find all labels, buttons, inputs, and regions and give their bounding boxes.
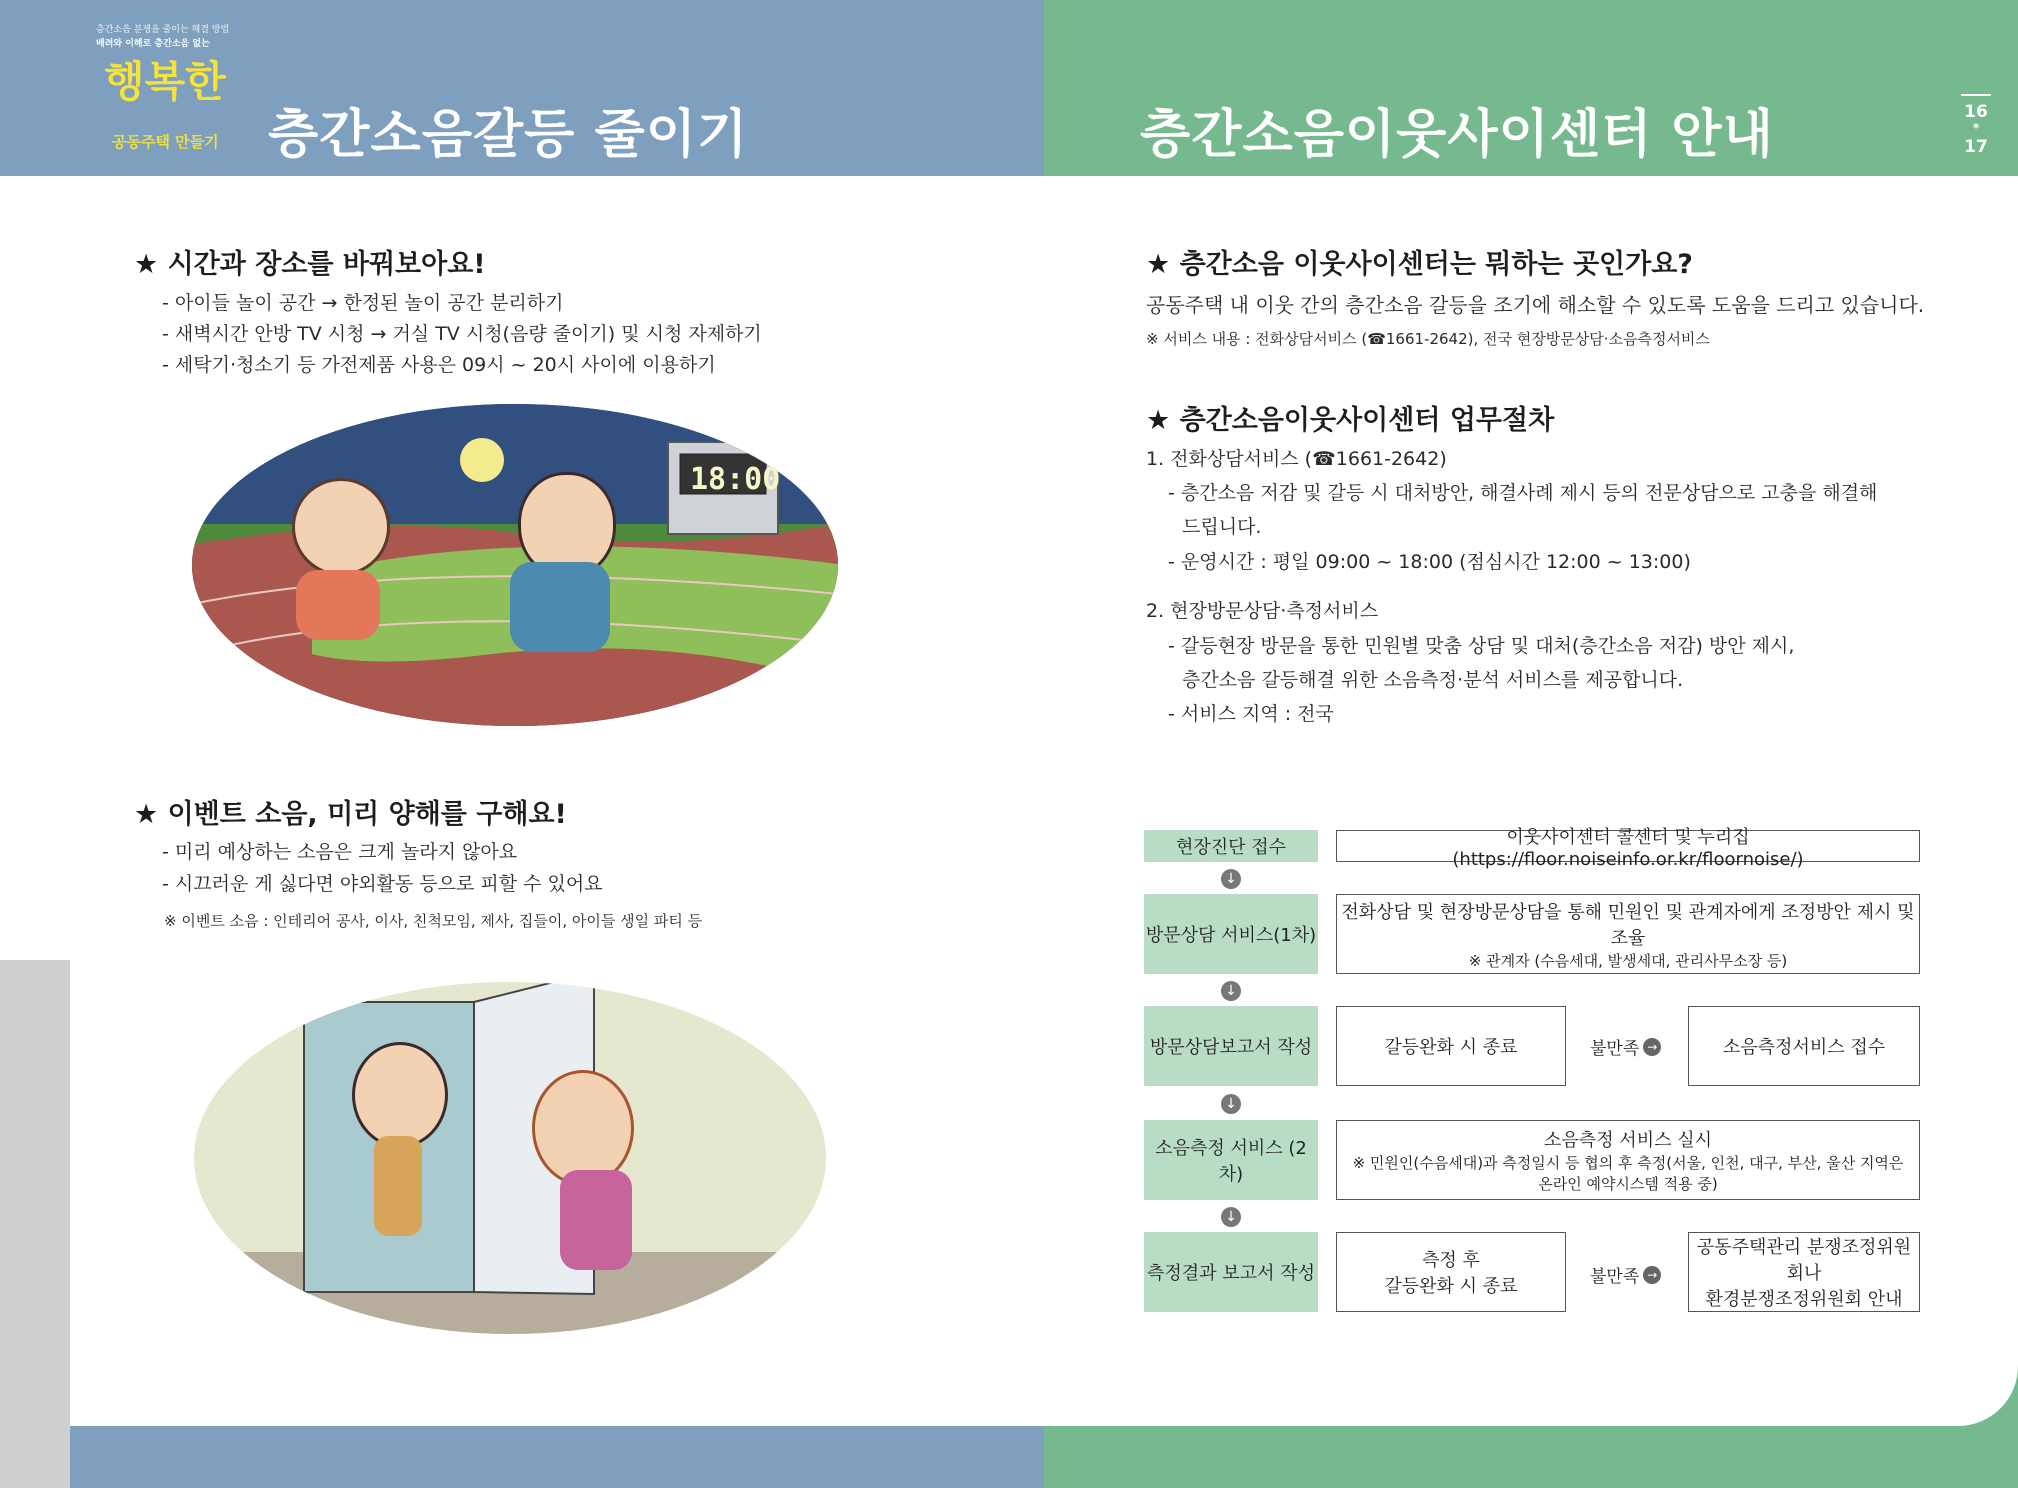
page-number-left: 16 bbox=[1964, 102, 1988, 122]
left-section2-item: - 미리 예상하는 소음은 크게 놀라지 않아요 bbox=[162, 841, 518, 863]
flow-step3-next-text: 소음측정서비스 접수 bbox=[1722, 1037, 1886, 1058]
left-section1-item: - 세탁기·청소기 등 가전제품 사용은 09시 ~ 20시 사이에 이용하기 bbox=[162, 354, 716, 376]
unsatisfied-label: 불만족 bbox=[1590, 1039, 1640, 1059]
flow-step2-note: ※ 관계자 (수음세대, 발생세대, 관리사무소장 등) bbox=[1468, 951, 1788, 970]
logo-subtitle-1: 층간소음 분쟁을 줄이는 해결 방법 bbox=[96, 25, 230, 35]
logo-subtitle-2: 배려와 이해로 층간소음 없는 bbox=[96, 39, 210, 49]
page-number-rule bbox=[1961, 94, 1991, 96]
flow-step3-unsatisfied bbox=[1590, 1034, 1661, 1059]
logo-main-1: 행복한 bbox=[104, 57, 226, 106]
flow-step4-label: 소음측정 서비스 (2차) bbox=[1144, 1120, 1318, 1200]
flow-step3-next-box bbox=[1688, 1006, 1920, 1086]
track-illustration bbox=[192, 404, 838, 726]
woman-left-body bbox=[374, 1136, 422, 1236]
procedure-item1-title: 1. 전화상담서비스 (☎1661-2642) bbox=[1146, 448, 1447, 470]
flow-down-arrow-icon: ↓ bbox=[1221, 869, 1241, 889]
procedure-item1-line: 드립니다. bbox=[1182, 516, 1262, 538]
page-curve bbox=[1958, 176, 2018, 1426]
flow-step5-unsatisfied bbox=[1590, 1262, 1661, 1287]
left-section2-item: - 시끄러운 게 싫다면 야외활동 등으로 피할 수 있어요 bbox=[162, 873, 603, 895]
flow-step4-box bbox=[1336, 1120, 1920, 1200]
door-scene bbox=[194, 982, 826, 1334]
woman-right-figure bbox=[532, 1070, 634, 1186]
girl-figure bbox=[292, 478, 390, 576]
flow-step1-box bbox=[1336, 826, 1920, 870]
procedure-item2-line: - 서비스 지역 : 전국 bbox=[1168, 703, 1334, 725]
flow-step4-text: 소음측정 서비스 실시 bbox=[1544, 1130, 1712, 1151]
woman-left-figure bbox=[352, 1042, 448, 1148]
right-section1-body: 공동주택 내 이웃 간의 층간소음 갈등을 조기에 해소할 수 있도록 도움을 드리고 있습니다. bbox=[1146, 293, 1925, 317]
flow-step2-box bbox=[1336, 894, 1920, 974]
procedure-item1-line: - 운영시간 : 평일 09:00 ~ 18:00 (점심시간 12:00 ~ 13:00) bbox=[1168, 551, 1691, 573]
right-footer-band bbox=[1044, 1426, 2018, 1488]
unsatisfied-label: 불만족 bbox=[1590, 1267, 1640, 1287]
left-section1-item: - 아이들 놀이 공간 → 한정된 놀이 공간 분리하기 bbox=[162, 292, 564, 314]
flow-step4-note: ※ 민원인(수음세대)과 측정일시 등 협의 후 측정(서울, 인천, 대구, 부산, 울산 지역은 bbox=[1352, 1154, 1904, 1172]
left-section2-note: ※ 이벤트 소음 : 인테리어 공사, 이사, 친척모임, 제사, 집들이, 아이들 생일 파티 등 bbox=[164, 912, 703, 930]
right-page-title: 층간소음이웃사이센터 안내 bbox=[1140, 105, 1774, 165]
logo-main-2: 공동주택 만들기 bbox=[112, 133, 219, 151]
door-illustration bbox=[194, 982, 826, 1334]
flow-step4-note: 온라인 예약시스템 적용 중) bbox=[1538, 1175, 1718, 1193]
flow-step5-text: 측정 후 bbox=[1422, 1250, 1480, 1271]
left-gray-strip bbox=[0, 960, 70, 1488]
right-section1-note: ※ 서비스 내용 : 전화상담서비스 (☎1661-2642), 전국 현장방문상담·소음측정서비스 bbox=[1146, 330, 1710, 348]
left-footer-band bbox=[70, 1426, 1044, 1488]
flow-step2-text: 전화상담 및 현장방문상담을 통해 민원인 및 관계자에게 조정방안 제시 및 조율 bbox=[1341, 901, 1915, 949]
procedure-item2-line: - 갈등현장 방문을 통한 민원별 맞춤 상담 및 대처(층간소음 저감) 방안 제시, bbox=[1168, 635, 1795, 657]
flow-step3-text: 갈등완화 시 종료 bbox=[1384, 1037, 1518, 1058]
procedure-item2-title: 2. 현장방문상담·측정서비스 bbox=[1146, 600, 1379, 622]
flow-step1-text: 이웃사이센터 콜센터 및 누리집(https://floor.noiseinfo.or.kr/floornoise/) bbox=[1452, 826, 1804, 870]
flow-down-arrow-icon: ↓ bbox=[1221, 1207, 1241, 1227]
flow-down-arrow-icon: ↓ bbox=[1221, 1094, 1241, 1114]
flow-step1-label: 현장진단 접수 bbox=[1144, 830, 1318, 862]
flow-step2-label: 방문상담 서비스(1차) bbox=[1144, 894, 1318, 974]
track-scene bbox=[192, 404, 838, 726]
left-section1-item: - 새벽시간 안방 TV 시청 → 거실 TV 시청(음량 줄이기) 및 시청 자제하기 bbox=[162, 323, 762, 345]
left-section1-title: ★ 시간과 장소를 바꿔보아요! bbox=[134, 249, 486, 280]
right-section1-title: ★ 층간소음 이웃사이센터는 뭐하는 곳인가요? bbox=[1146, 249, 1693, 280]
flow-step3-box bbox=[1336, 1006, 1566, 1086]
flow-step5-next-text: 공동주택관리 분쟁조정위원회나 bbox=[1696, 1237, 1912, 1284]
flow-step3-label: 방문상담보고서 작성 bbox=[1144, 1006, 1318, 1086]
flow-down-arrow-icon: ↓ bbox=[1221, 981, 1241, 1001]
procedure-item2-line: 층간소음 갈등해결 위한 소음측정·분석 서비스를 제공합니다. bbox=[1182, 669, 1684, 691]
left-section2-title: ★ 이벤트 소음, 미리 양해를 구해요! bbox=[134, 799, 567, 830]
girl-body bbox=[296, 570, 380, 640]
procedure-item1-line: - 층간소음 저감 및 갈등 시 대처방안, 해결사례 제시 등의 전문상담으로 고충을 해결해 bbox=[1168, 482, 1878, 504]
woman-right-body bbox=[560, 1170, 632, 1270]
page-number-right: 17 bbox=[1964, 137, 1988, 157]
flow-step5-next-box bbox=[1688, 1232, 1920, 1312]
left-page-title: 층간소음갈등 줄이기 bbox=[268, 105, 749, 165]
right-arrow-icon: → bbox=[1643, 1038, 1661, 1056]
boy-body bbox=[510, 562, 610, 652]
flow-step5-box bbox=[1336, 1232, 1566, 1312]
page-number-separator: * bbox=[1972, 121, 1980, 135]
flow-step5-label: 측정결과 보고서 작성 bbox=[1144, 1232, 1318, 1312]
right-section2-title: ★ 층간소음이웃사이센터 업무절차 bbox=[1146, 405, 1555, 436]
clock-display: 18:00 bbox=[690, 462, 781, 497]
right-arrow-icon: → bbox=[1643, 1266, 1661, 1284]
flow-step5-next-text: 환경분쟁조정위원회 안내 bbox=[1705, 1289, 1903, 1310]
flow-step5-text: 갈등완화 시 종료 bbox=[1384, 1276, 1518, 1297]
